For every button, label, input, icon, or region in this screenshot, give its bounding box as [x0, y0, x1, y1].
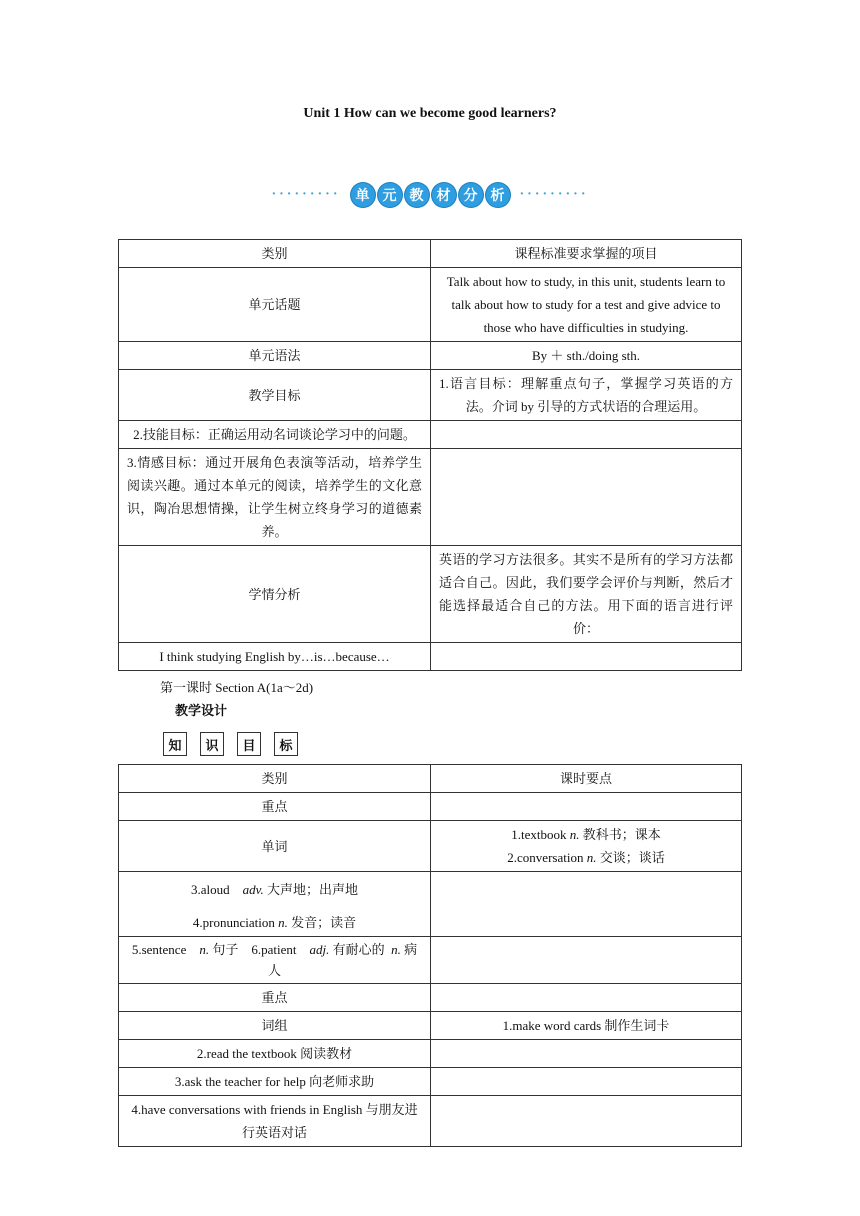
table-cell	[431, 1068, 742, 1096]
table-cell	[119, 872, 431, 937]
table-cell	[431, 937, 742, 984]
meaning: 病人	[267, 942, 418, 978]
table-cell: 词组	[119, 1012, 431, 1040]
part-of-speech: n.	[391, 942, 401, 957]
banner-char: 析	[486, 183, 510, 207]
knowledge-box: 识	[200, 732, 224, 756]
table-cell	[119, 937, 431, 984]
table-header-cell: 类别	[119, 765, 431, 793]
table-cell: 3.情感目标：通过开展角色表演等活动，培养学生阅读兴趣。通过本单元的阅读，培养学生的文化意识，陶冶思想情操，让学生树立终身学习的道德素养。	[119, 449, 431, 546]
table-header-cell: 课时要点	[431, 765, 742, 793]
word: 1.textbook	[511, 827, 570, 842]
vocab-item	[439, 846, 733, 869]
table-cell: I think studying English by…is…because…	[119, 643, 431, 671]
meaning: 交谈；谈话	[596, 850, 665, 865]
table-cell: 英语的学习方法很多。其实不是所有的学习方法都适合自己。因此，我们要学会评价与判断，然后才能选择最适合自己的方法。用下面的语言进行评价：	[431, 546, 742, 643]
part-of-speech: n.	[586, 850, 597, 865]
table-row	[119, 872, 742, 937]
table-row	[119, 342, 742, 370]
table-row	[119, 268, 742, 342]
knowledge-box: 目	[237, 732, 261, 756]
table-cell: 2.技能目标：正确运用动名词谈论学习中的问题。	[119, 421, 431, 449]
part-of-speech: adj.	[309, 942, 330, 957]
knowledge-goal-boxes	[163, 732, 298, 756]
unit-analysis-table	[118, 239, 742, 671]
table-row	[119, 1068, 742, 1096]
table-header-cell: 课程标准要求掌握的项目	[431, 240, 742, 268]
knowledge-box: 知	[163, 732, 187, 756]
table-row	[119, 937, 742, 984]
part-of-speech: n.	[199, 942, 210, 957]
table-cell: 2.read the textbook 阅读教材	[119, 1040, 431, 1068]
table-row	[119, 421, 742, 449]
table-cell	[431, 821, 742, 872]
meaning: 发音；读音	[287, 915, 357, 930]
banner-char: 材	[432, 183, 456, 207]
table-header-cell: 类别	[119, 240, 431, 268]
table-cell: By ＋ sth./doing sth.	[431, 342, 742, 370]
banner-char: 教	[405, 183, 429, 207]
meaning: 大声地；出声地	[263, 882, 358, 897]
table-row	[119, 370, 742, 421]
table-cell: 教学目标	[119, 370, 431, 421]
table-cell: 单词	[119, 821, 431, 872]
word: 2.conversation	[507, 850, 587, 865]
banner-title	[351, 183, 510, 207]
table-row	[119, 793, 742, 821]
part-of-speech: n.	[569, 827, 580, 842]
table-header-row	[119, 240, 742, 268]
part-of-speech: adv.	[242, 882, 264, 897]
meaning: 教科书；课本	[579, 827, 661, 842]
period-heading: 第一课时 Section A(1a～2d)	[160, 680, 314, 695]
table-cell	[431, 643, 742, 671]
banner-dots-left: ·········	[271, 187, 341, 202]
knowledge-box: 标	[274, 732, 298, 756]
banner-char: 单	[351, 183, 375, 207]
table-cell	[431, 1040, 742, 1068]
table-cell: 重点	[119, 793, 431, 821]
table-row	[119, 546, 742, 643]
word: 3.aloud	[191, 882, 243, 897]
banner-dots-right: ·········	[519, 187, 589, 202]
table-cell: 学情分析	[119, 546, 431, 643]
banner-char: 分	[459, 183, 483, 207]
vocab-item	[439, 823, 733, 846]
table-cell: 1.make word cards 制作生词卡	[431, 1012, 742, 1040]
table-cell	[431, 1096, 742, 1147]
table-cell: 单元语法	[119, 342, 431, 370]
meaning: 句子 6.patient	[209, 942, 310, 957]
table-cell	[431, 984, 742, 1012]
table-row	[119, 984, 742, 1012]
table-cell	[431, 793, 742, 821]
unit-title: Unit 1 How can we become good learners?	[303, 106, 557, 121]
table-cell: 3.ask the teacher for help 向老师求助	[119, 1068, 431, 1096]
meaning: 有耐心的	[329, 942, 392, 957]
table-cell: Talk about how to study, in this unit, students learn to talk about how to study for a test and give advice to those who have difficulties in studying.	[431, 268, 742, 342]
table-row	[119, 1096, 742, 1147]
teaching-design-label: 教学设计	[175, 704, 228, 719]
table-header-row	[119, 765, 742, 793]
table-cell: 单元话题	[119, 268, 431, 342]
vocab-item	[127, 911, 422, 934]
table-row	[119, 643, 742, 671]
table-row	[119, 1040, 742, 1068]
knowledge-table	[118, 764, 742, 1147]
table-cell	[431, 872, 742, 937]
table-row	[119, 449, 742, 546]
part-of-speech: n.	[278, 915, 288, 930]
vocab-item	[127, 878, 422, 901]
table-row	[119, 821, 742, 872]
banner-char: 元	[378, 183, 402, 207]
word: 5.sentence	[131, 942, 200, 957]
table-cell: 重点	[119, 984, 431, 1012]
table-cell: 1.语言目标：理解重点句子，掌握学习英语的方法。介词 by 引导的方式状语的合理运用。	[431, 370, 742, 421]
table-row	[119, 1012, 742, 1040]
table-cell	[431, 421, 742, 449]
section-banner	[0, 180, 860, 210]
word: 4.pronunciation	[192, 915, 279, 930]
table-cell: 4.have conversations with friends in English 与朋友进行英语对话	[119, 1096, 431, 1147]
table-cell	[431, 449, 742, 546]
